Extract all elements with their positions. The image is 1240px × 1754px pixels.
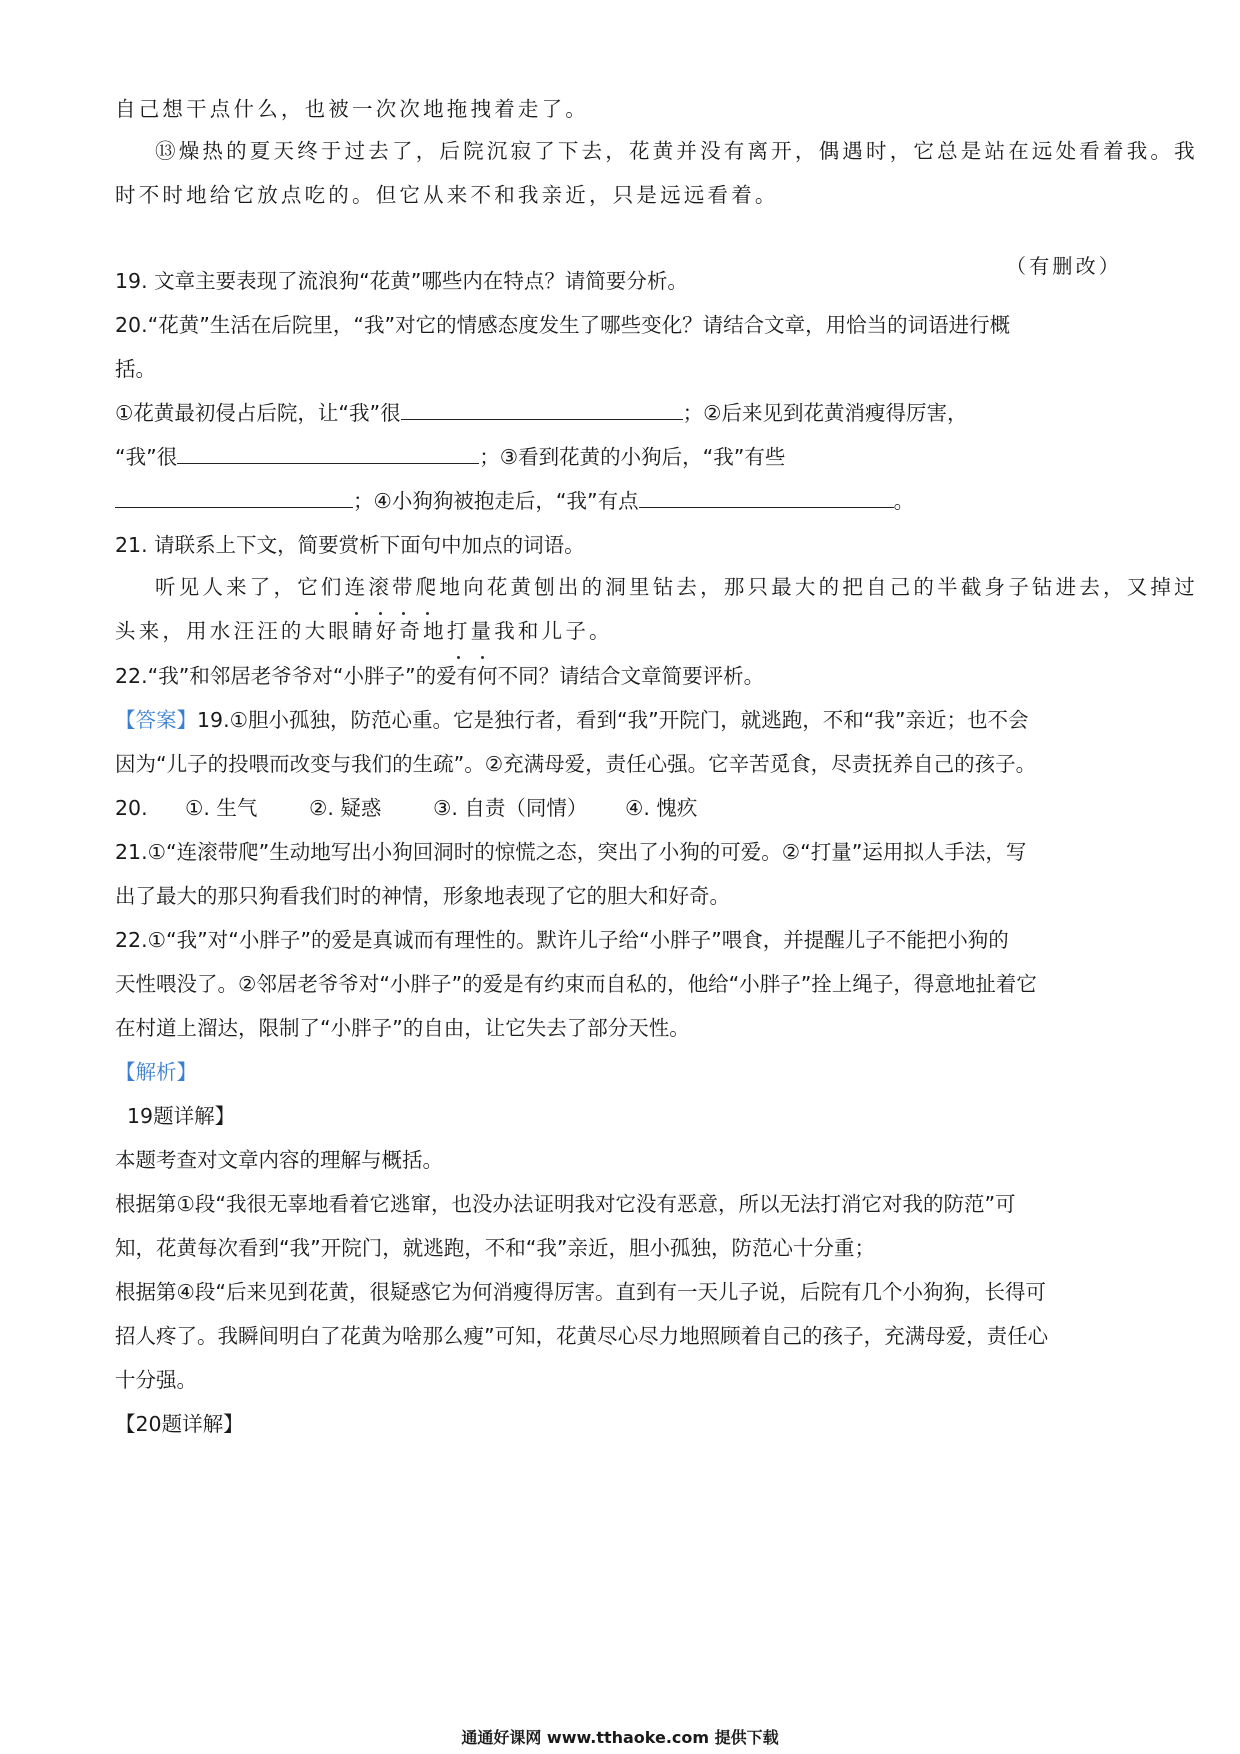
answer-22-line-2: 天性喂没了。②邻居老爷爷对“小胖子”的爱是有约束而自私的，他给“小胖子”拴上绳子，得意地扯着它 — [115, 972, 1037, 996]
answer-20-item: ①. 生气 — [185, 796, 258, 820]
answer-22-line-1: 22.①“我”对“小胖子”的爱是真诚而有理性的。默许儿子给“小胖子”喂食，并提醒儿子不能把小狗的 — [115, 928, 1009, 952]
question-21: 21. 请联系上下文，简要赏析下面句中加点的词语。 — [115, 533, 585, 557]
dotted-char: 打 — [447, 606, 471, 656]
fill-text: 。 — [893, 489, 915, 513]
passage-line: 时不时地给它放点吃的。但它从来不和我亲近，只是远远看着。 — [115, 183, 779, 207]
answer-blank-4[interactable] — [639, 477, 894, 508]
answer-19-line-2: 因为“儿子的投喂而改变与我们的生疏”。②充满母爱，责任心强。它辛苦觅食，尽责抚养自己的孩子。 — [115, 752, 1037, 776]
quote-text: 听见人来了，它们 — [155, 575, 345, 599]
analysis-text: 根据第④段“后来见到花黄，很疑惑它为何消瘦得厉害。直到有一天儿子说，后院有几个小狗狗，长得可 — [115, 1280, 1046, 1304]
answer-tag: 【答案】 — [115, 708, 197, 732]
analysis-text: 本题考查对文章内容的理解与概括。 — [115, 1148, 443, 1172]
fill-text: ；②后来见到花黄消瘦得厉害， — [682, 401, 968, 425]
quote-text: 头来，用水汪汪的大眼睛好奇地 — [115, 619, 447, 643]
page-footer: 通通好课网 www.tthaoke.com 提供下载 — [461, 1728, 779, 1747]
dotted-char: 连 — [345, 562, 369, 612]
answer-blank-3[interactable] — [115, 477, 353, 508]
fill-text: ①花黄最初侵占后院，让“我”很 — [115, 401, 401, 425]
answer-20 — [115, 783, 1130, 833]
fill-text: ；③看到花黄的小狗后，“我”有些 — [479, 445, 786, 469]
answer-21-line-2: 出了最大的那只狗看我们时的神情，形象地表现了它的胆大和好奇。 — [115, 884, 730, 908]
answer-22-line-3: 在村道上溜达，限制了“小胖子”的自由，让它失去了部分天性。 — [115, 1016, 690, 1040]
quote-text: 地向花黄刨出的洞里钻去，那只最大的把自己的半截身子钻进去，又掉过 — [439, 575, 1198, 599]
answer-21-line-1: 21.①“连滚带爬”生动地写出小狗回洞时的惊慌之态，突出了小狗的可爱。②“打量”运用拟人手法，写 — [115, 840, 1027, 864]
answer-blank-2[interactable] — [177, 433, 479, 464]
passage-line: 自己想干点什么，也被一次次地拖拽着走了。 — [115, 97, 589, 121]
question-20-fill-line-2 — [115, 432, 1130, 482]
question-21-quote-line-2 — [115, 606, 1130, 656]
analysis-heading-19: 19题详解】 — [127, 1104, 236, 1128]
fill-text: “我”很 — [115, 445, 178, 469]
answer-text: 19.①胆小孤独，防范心重。它是独行者，看到“我”开院门，就逃跑，不和“我”亲近；也不会 — [197, 708, 1029, 732]
analysis-text: 招人疼了。我瞬间明白了花黄为啥那么瘦”可知，花黄尽心尽力地照顾着自己的孩子，充满母爱，责任心 — [115, 1324, 1049, 1348]
passage-paragraph-13: ⑬燥热的夏天终于过去了，后院沉寂了下去，花黄并没有离开，偶遇时，它总是站在远处看着我。我 — [155, 139, 1198, 163]
question-20-fill-line-1 — [115, 388, 1130, 438]
analysis-text: 知，花黄每次看到“我”开院门，就逃跑，不和“我”亲近，胆小孤独，防范心十分重； — [115, 1236, 875, 1260]
dotted-char: 量 — [471, 606, 495, 656]
answer-19-line-1 — [115, 695, 1130, 745]
revision-note: （有删改） — [1006, 254, 1122, 278]
dotted-char: 带 — [392, 562, 416, 612]
answer-20-item: ④. 愧疚 — [625, 796, 698, 820]
answer-20-item: ③. 自责（同情） — [433, 796, 588, 820]
question-22: 22.“我”和邻居老爷爷对“小胖子”的爱有何不同？请结合文章简要评析。 — [115, 664, 765, 688]
question-20: 20.“花黄”生活在后院里，“我”对它的情感态度发生了哪些变化？请结合文章，用恰当的词语进行概 — [115, 313, 1011, 337]
question-19: 19. 文章主要表现了流浪狗“花黄”哪些内在特点？请简要分析。 — [115, 269, 688, 293]
analysis-text: 十分强。 — [115, 1368, 197, 1392]
question-20-fill-line-3 — [115, 476, 1130, 526]
question-20-cont: 括。 — [115, 357, 156, 381]
analysis-tag: 【解析】 — [115, 1060, 197, 1084]
answer-20-num: 20. — [115, 796, 148, 820]
fill-text: ；④小狗狗被抱走后，“我”有点 — [353, 489, 639, 513]
dotted-char: 爬 — [416, 562, 440, 612]
answer-20-item: ②. 疑惑 — [309, 796, 382, 820]
dotted-char: 滚 — [368, 562, 392, 612]
answer-blank-1[interactable] — [401, 389, 683, 420]
analysis-text: 根据第①段“我很无辜地看着它逃窜，也没办法证明我对它没有恶意，所以无法打消它对我的防范”可 — [115, 1192, 1016, 1216]
quote-text: 我和儿子。 — [494, 619, 613, 643]
question-21-quote-line-1 — [155, 562, 1198, 612]
analysis-heading-20: 【20题详解】 — [115, 1412, 244, 1436]
